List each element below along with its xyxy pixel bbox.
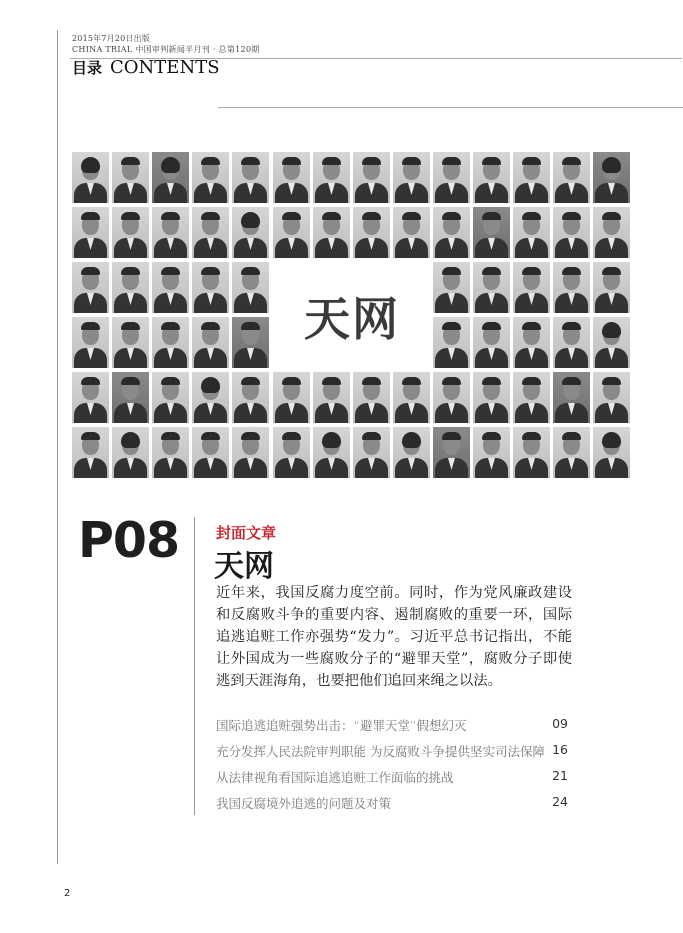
cover-center-text: 天网 <box>304 292 400 346</box>
toc-item-title: 我国反腐境外追逃的问题及对策 <box>216 796 392 811</box>
portrait-photo <box>593 317 630 368</box>
heading-rule <box>218 107 683 108</box>
portrait-photo <box>192 427 229 478</box>
feature-page-number: P08 <box>78 512 180 569</box>
portrait-photo <box>232 207 269 258</box>
portrait-photo <box>553 207 590 258</box>
portrait-photo <box>393 372 430 423</box>
portrait-photo <box>192 262 229 313</box>
portrait-photo <box>433 372 470 423</box>
toc-item-title: 从法律视角看国际追逃追赃工作面临的挑战 <box>216 770 454 785</box>
portrait-photo <box>473 372 510 423</box>
toc-item[interactable] <box>216 742 568 768</box>
portrait-photo <box>313 427 350 478</box>
portrait-photo <box>393 427 430 478</box>
portrait-photo <box>513 262 550 313</box>
portrait-photo <box>72 427 109 478</box>
toc-item-title: 充分发挥人民法院审判职能 为反腐败斗争提供坚实司法保障 <box>216 744 545 759</box>
portrait-photo <box>72 152 109 203</box>
publication-line: CHINA TRIAL 中国审判新闻半月刊 · 总第120期 <box>72 45 260 54</box>
portrait-photo <box>72 372 109 423</box>
portrait-photo <box>112 427 149 478</box>
portrait-photo <box>433 427 470 478</box>
portrait-photo <box>192 152 229 203</box>
portrait-photo <box>433 262 470 313</box>
portrait-photo <box>553 152 590 203</box>
toc-item-page: 21 <box>552 768 568 783</box>
portrait-photo <box>593 207 630 258</box>
toc-item[interactable] <box>216 716 568 742</box>
portrait-photo <box>232 317 269 368</box>
portrait-photo <box>232 262 269 313</box>
portrait-photo <box>152 152 189 203</box>
left-margin-line <box>57 30 58 864</box>
portrait-photo <box>553 427 590 478</box>
portrait-photo <box>433 317 470 368</box>
portrait-photo <box>112 152 149 203</box>
toc-heading-cn: 目录 <box>72 59 103 77</box>
toc-item-page: 16 <box>552 742 568 757</box>
portrait-photo <box>353 427 390 478</box>
feature-lede: 近年来，我国反腐力度空前。同时，作为党风廉政建设和反腐败斗争的重要内容、遏制腐败的重要一环，国际追逃追赃工作亦强势“发力”。习近平总书记指出，不能让外国成为一些腐败分子的“避罪天堂”，腐败分子即使逃到天涯海角，也要把他们追回来绳之以法。 <box>216 585 572 689</box>
page-number: 2 <box>64 888 71 899</box>
portrait-photo <box>72 262 109 313</box>
portrait-photo <box>192 317 229 368</box>
portrait-photo <box>152 372 189 423</box>
portrait-photo <box>232 372 269 423</box>
portrait-photo <box>313 152 350 203</box>
portrait-photo <box>152 262 189 313</box>
toc-heading <box>72 57 220 78</box>
portrait-photo <box>513 152 550 203</box>
portrait-photo <box>473 152 510 203</box>
cover-photo-grid <box>72 152 629 479</box>
portrait-photo <box>112 372 149 423</box>
portrait-photo <box>513 427 550 478</box>
toc-item-page: 09 <box>552 716 568 731</box>
portrait-photo <box>232 427 269 478</box>
portrait-photo <box>393 152 430 203</box>
toc-item-page: 24 <box>552 794 568 809</box>
portrait-photo <box>273 207 310 258</box>
portrait-photo <box>513 207 550 258</box>
toc-list <box>216 716 568 820</box>
portrait-photo <box>112 262 149 313</box>
toc-item-title: 国际追逃追赃强势出击：“避罪天堂”假想幻灭 <box>216 718 467 733</box>
feature-divider <box>194 517 195 815</box>
portrait-photo <box>192 372 229 423</box>
portrait-photo <box>553 262 590 313</box>
portrait-photo <box>433 207 470 258</box>
feature-title[interactable]: 天网 <box>214 549 274 584</box>
portrait-photo <box>273 372 310 423</box>
portrait-photo <box>192 207 229 258</box>
portrait-photo <box>353 372 390 423</box>
portrait-photo <box>152 207 189 258</box>
portrait-photo <box>433 152 470 203</box>
portrait-photo <box>473 317 510 368</box>
portrait-photo <box>473 262 510 313</box>
portrait-photo <box>473 427 510 478</box>
portrait-photo <box>152 317 189 368</box>
toc-item[interactable] <box>216 794 568 820</box>
portrait-photo <box>593 262 630 313</box>
toc-item[interactable] <box>216 768 568 794</box>
feature-category: 封面文章 <box>216 524 277 542</box>
portrait-photo <box>393 207 430 258</box>
portrait-photo <box>553 372 590 423</box>
issue-date: 2015年7月20日出版 <box>72 34 151 43</box>
portrait-photo <box>273 427 310 478</box>
portrait-photo <box>553 317 590 368</box>
portrait-photo <box>112 207 149 258</box>
cover-center-title <box>276 263 428 369</box>
portrait-photo <box>313 372 350 423</box>
toc-heading-en: CONTENTS <box>110 57 220 78</box>
portrait-photo <box>353 152 390 203</box>
portrait-photo <box>72 207 109 258</box>
portrait-photo <box>593 372 630 423</box>
portrait-photo <box>152 427 189 478</box>
portrait-photo <box>273 152 310 203</box>
portrait-photo <box>232 152 269 203</box>
portrait-photo <box>313 207 350 258</box>
portrait-photo <box>72 317 109 368</box>
portrait-photo <box>593 427 630 478</box>
portrait-photo <box>593 152 630 203</box>
portrait-photo <box>473 207 510 258</box>
portrait-photo <box>513 372 550 423</box>
portrait-photo <box>353 207 390 258</box>
portrait-photo <box>112 317 149 368</box>
portrait-photo <box>513 317 550 368</box>
